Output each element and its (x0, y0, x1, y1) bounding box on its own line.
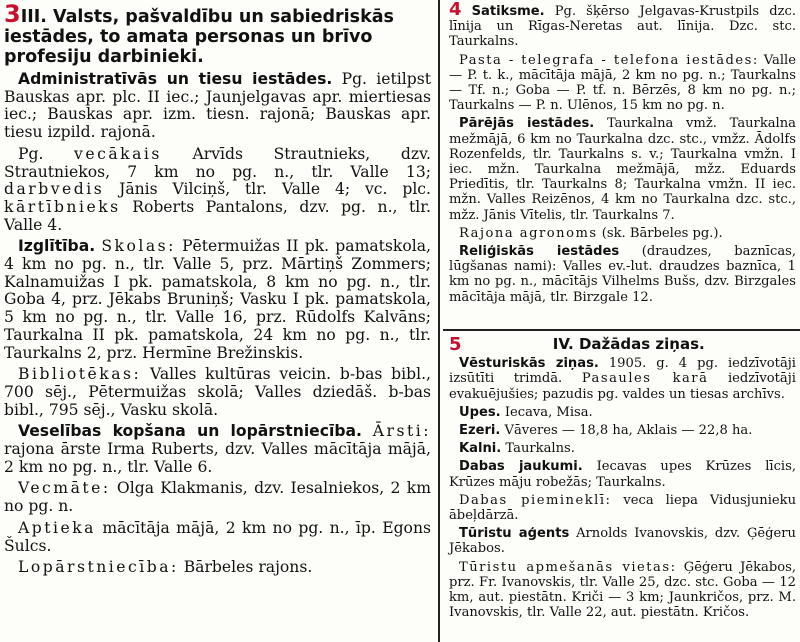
piemineklis-text: veca liepa Vidusjunieku ābeļdārzā. (449, 492, 797, 524)
health-paragraph (4, 423, 431, 476)
monument-paragraph (449, 493, 796, 523)
kalni-text: Taurkalns. (501, 441, 575, 457)
upes-label: Upes. (459, 404, 501, 420)
arsti-text: rajona ārste Irma Ruberts, dzv. Valles mācītāja mājā, 2 km no pg. n., tlr. Valle 6. (4, 440, 431, 476)
skolas-text: Pētermuižas II pk. pamatskola, 4 km no pg. n., tlr. Valle 5, prz. Mārtiņš Zommers; Kalnamuižas I pk. pamatskola, 8 km no pg. n., tlr. Goba 4, prz. Jēkabs Bruniņš; Vasku I pk. pamatskola, 5 km no pg. n., tlr. Valle 16, prz. Rūdolfs Kalvāns; Taurkalna II pk. pamatskola, 24 km no pg. n., tlr. Taurkalns 2, prz. Hermīne Brežinskis. (4, 237, 431, 362)
veseliba-label: Veselības kopšana un lopārstniecība. (18, 422, 362, 441)
midwife-paragraph (4, 480, 431, 515)
kartibnieks-text: Roberts Pantalons, dzv. pg. n., tlr. Valle 4. (4, 197, 431, 234)
aptieka-label: Aptieka (18, 518, 96, 537)
satiksme-label: Satiksme. (471, 4, 545, 19)
nature-beauty-paragraph (449, 459, 796, 489)
rivers-paragraph (449, 405, 796, 420)
dabas-label: Dabas jaukumi. (459, 459, 583, 475)
apmesanas-text: Ģēģeru Jēkabos, prz. Fr. Ivanovskis, tlr. Valle 25, dzc. stc. Goba — 12 km, aut. piestātn. Kriči — 3 km; Jaunkričos, prz. M. Ivanovskis, tlr. Valle 22, aut. piestātn. Kričos. (449, 559, 796, 621)
skolas-label: Skolas: (101, 237, 176, 256)
vecakais-label: vecākais (74, 144, 162, 163)
dabas-text: Iecavas upes Krūzes līcis, Krūzes māju robežās; Taurkalns. (449, 459, 796, 490)
darbvedis-label: darbvedis (4, 180, 105, 199)
libraries-paragraph (4, 366, 431, 419)
religiskas-text: (draudzes, baznīcas, lūgšanas nami): Valles ev.-lut. draudzes baznīca, 1 km no pg. n., mācītājs Vilhelms Bušs, dzv. Birzgales mācītāja mājā, tlr. Birzgale 12. (449, 244, 797, 305)
admin-paragraph (4, 71, 431, 142)
kalni-label: Kalni. (459, 441, 502, 457)
pasaules-label: Pasaules karā (581, 371, 709, 387)
piemineklis-label: Dabas piemineklī: (459, 492, 612, 508)
parejas-text: Taurkalna vmž. Taurkalna mežmājā, 6 km no Taurkalna dzc. stc., vmžz. Ādolfs Rozenfelds, tlr. Taurkalns s. v.; Taurkalna vmžn. I iec. mžn. Taurkalna mežmājā, mžz. Eduards Priedītis, tlr. Taurkalns 8; Taurkalna vmžn. II iec. mžn. Valles Reizēnos, 4 km no Taurkalna dzc. stc., mžz. Jānis Vītelis, tlr. Taurkalns 7. (449, 116, 796, 223)
kartibnieks-label: kārtībnieks (4, 197, 121, 216)
post-paragraph (449, 53, 796, 114)
bibliotekas-label: Bibliotēkas: (18, 365, 142, 384)
admin-text: Pg. ietilpst Bauskas apr. plc. II iec.; Jaunjelgavas apr. miertiesas iec.; Bauskas apr. izm. tiesn. rajonā; Bauskas apr. tiesu izpild. rajonā. (4, 70, 431, 142)
section-5-title: IV. Dažādas ziņas. (552, 335, 705, 353)
section-5-heading (449, 334, 796, 355)
religious-paragraph (449, 244, 796, 305)
parejas-label: Pārējās iestādes. (459, 116, 595, 132)
veterinary-paragraph (4, 559, 431, 577)
education-paragraph (4, 238, 431, 362)
vecmate-text: Olga Klakmanis, dzv. Iesalniekos, 2 km no pg. n. (4, 479, 431, 516)
apmesanas-label: Tūristu apmešanās vietas: (459, 559, 677, 575)
section-5-marker: 5 (449, 334, 462, 355)
ezeri-label: Ezeri. (459, 423, 501, 439)
izglitiba-label: Izglītība. (18, 237, 96, 256)
bibliotekas-text: Valles kultūras veicin. b-bas bibl., 700 sēj., Pētermuižas skolā; Valles dziedāš. b-bas bibl., 795 sēj., Vasku skolā. (4, 365, 431, 419)
religiskas-label: Reliģiskās iestādes (459, 244, 620, 260)
tourist-agent-paragraph (449, 526, 796, 556)
upes-text: Iecava, Misa. (500, 404, 593, 420)
vesturiskas-text: 1905. g. 4 pg. iedzīvotāji izsūtīti trimdā. (449, 356, 796, 387)
satiksme-text: Pg. šķērso Jelgavas-Krustpils dzc. līnija un Rīgas-Neretas aut. līnija. Dzc. stc. Taurkalns. (449, 4, 796, 50)
turistu-text: Arnolds Ivanovskis, dzv. Ģēģeru Jēkabos. (449, 526, 796, 557)
darbvedis-text: Jānis Vilciņš, tlr. Valle 4; vc. plc. (104, 180, 431, 199)
agronomist-paragraph (449, 226, 796, 241)
right-column-lower (443, 333, 800, 642)
section-3-heading (4, 0, 431, 67)
loparst-label: Lopārstniecība: (18, 558, 179, 577)
officials-paragraph (4, 146, 431, 235)
vesturiskas-label: Vēsturiskās ziņas. (459, 356, 599, 372)
transport-paragraph (449, 2, 796, 50)
pharmacy-paragraph (4, 520, 431, 555)
lodging-paragraph (449, 560, 796, 621)
lakes-paragraph (449, 423, 796, 438)
pasta-text: Valle — P. t. k., mācītāja mājā, 2 km no pg. n.; Taurkalns — Tf. n.; Goba — P. tf. n. Bērzēs, 8 km no pg. n.; Taurkalns — P. n. Ulēnos, 15 km no pg. n. (449, 52, 796, 114)
arsti-label: Ārsti: (372, 422, 431, 441)
section-divider (443, 329, 800, 331)
pasta-label: Pasta - telegrafa - telefona iestādes: (459, 52, 759, 68)
vecakais-pre: Pg. (18, 144, 75, 163)
other-institutions-paragraph (449, 116, 796, 222)
vecmate-label: Vecmāte: (18, 479, 111, 498)
vecakais-text: Arvīds Strautnieks, dzv. Strautniekos, 7 km no pg. n., tlr. Valle 13; (4, 144, 431, 181)
section-3-marker: 3 (4, 0, 21, 28)
hills-paragraph (449, 441, 796, 456)
pasaules-text: iedzīvotāji evakuējušies; pazudis pg. valdes un tiesas archīvs. (449, 371, 796, 402)
section-3-title: III. Valsts, pašvaldību un sabiedriskās iestādes, to amata personas un brīvo profesiju darbinieki. (4, 7, 394, 67)
column-divider (438, 0, 440, 642)
loparst-text: Bārbeles rajons. (178, 558, 313, 577)
admin-label: Administratīvās un tiesu iestādes. (18, 70, 333, 88)
agronoms-label: Rajona agronoms (459, 225, 598, 241)
ezeri-text: Vāveres — 18,8 ha, Aklais — 22,8 ha. (500, 423, 753, 439)
section-4-marker: 4 (449, 0, 462, 20)
history-paragraph (449, 356, 796, 402)
turistu-label: Tūristu aģents (459, 526, 570, 542)
aptieka-text: mācītāja mājā, 2 km no pg. n., īp. Egons Šulcs. (4, 518, 431, 555)
agronoms-text: (sk. Bārbeles pg.). (597, 225, 723, 241)
